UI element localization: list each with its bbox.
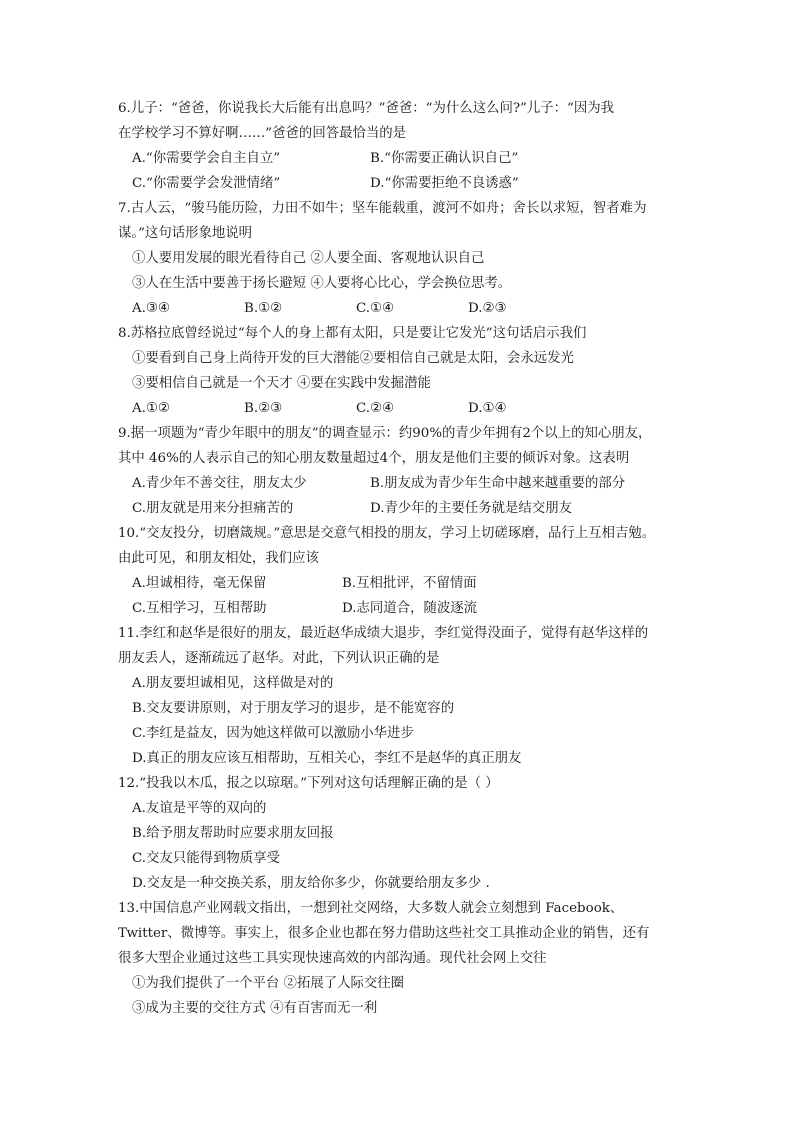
option-c: C.李红是益友，因为她这样做可以激励小华进步: [132, 726, 414, 741]
question-stem: 很多大型企业通过这些工具实现快速高效的内部沟通。现代社会网上交往: [118, 951, 547, 966]
question-10: [118, 521, 678, 621]
option-d: D.真正的朋友应该互相帮助，互相关心，李红不是赵华的真正朋友: [132, 751, 522, 766]
statement-line: ③成为主要的交往方式 ④有百害而无一利: [132, 1001, 378, 1016]
option-a: A.青少年不善交往，朋友太少: [132, 476, 307, 491]
question-11: [118, 621, 678, 771]
question-stem: 由此可见，和朋友相处，我们应该: [118, 551, 319, 566]
option-a: A.朋友要坦诚相见，这样做是对的: [132, 676, 334, 691]
question-stem: 8.苏格拉底曾经说过“每个人的身上都有太阳，只是要让它发光”这句话启示我们: [118, 326, 587, 341]
question-13: [118, 896, 678, 1021]
question-6: [118, 96, 678, 196]
option-row: [118, 471, 678, 496]
question-stem: 11.李红和赵华是很好的朋友，最近赵华成绩大退步，李红觉得没面子，觉得有赵华这样的: [118, 626, 649, 641]
option-d: D.交友是一种交换关系，朋友给你多少，你就要给朋友多少 .: [132, 876, 490, 891]
option-row: [118, 596, 678, 621]
option-a: A.友谊是平等的双向的: [132, 801, 267, 816]
question-7: [118, 196, 678, 321]
question-12: [118, 771, 678, 896]
option-row: [118, 496, 678, 521]
option-row: [118, 146, 678, 171]
option-d: D.志同道合，随波逐流: [342, 601, 478, 616]
option-c: C.互相学习，互相帮助: [132, 601, 267, 616]
option-d: D.②③: [468, 301, 507, 316]
option-row: [118, 296, 678, 321]
option-b: B.②③: [244, 401, 283, 416]
option-b: B.“你需要正确认识自己”: [370, 151, 519, 166]
statement-line: ③要相信自己就是一个天才 ④要在实践中发掘潜能: [132, 376, 431, 391]
question-stem: Twitter、微博等。事实上，很多企业也都在努力借助这些社交工具推动企业的销售，还有: [118, 926, 650, 941]
question-stem: 朋友丢人，逐渐疏远了赵华。对此，下列认识正确的是: [118, 651, 440, 666]
option-c: C.“你需要学会发泄情绪”: [132, 176, 281, 191]
question-stem: 谋。”这句话形象地说明: [118, 226, 253, 241]
option-d: D.“你需要拒绝不良诱惑”: [370, 176, 519, 191]
option-row: [118, 571, 678, 596]
option-b: B.①②: [244, 301, 283, 316]
option-a: A.①②: [132, 401, 170, 416]
option-a: A.③④: [132, 301, 170, 316]
question-stem: 6.儿子：“爸爸，你说我长大后能有出息吗？”爸爸：“为什么这么问?”儿子：“因为我: [118, 101, 615, 116]
statement-line: ③人在生活中要善于扬长避短 ④人要将心比心，学会换位思考。: [132, 276, 512, 291]
question-8: [118, 321, 678, 421]
statement-line: ①要看到自己身上尚待开发的巨大潜能②要相信自己就是太阳，会永远发光: [132, 351, 574, 366]
question-list: [118, 96, 678, 1021]
statement-line: ①人要用发展的眼光看待自己 ②人要全面、客观地认识自己: [132, 251, 485, 266]
option-row: [118, 396, 678, 421]
question-stem: 13.中国信息产业网载文指出，一想到社交网络，大多数人就会立刻想到 Facebook、: [118, 901, 624, 916]
question-stem: 其中 46%的人表示自己的知心朋友数量超过4个，朋友是他们主要的倾诉对象。这表明: [118, 451, 630, 466]
option-d: D.①④: [468, 401, 507, 416]
option-a: A.坦诚相待，毫无保留: [132, 576, 267, 591]
option-row: [118, 171, 678, 196]
question-stem: 9.据一项题为“青少年眼中的朋友”的调查显示：约90%的青少年拥有2个以上的知心朋友，: [118, 426, 652, 441]
option-c: C.①④: [356, 301, 395, 316]
option-b: B.交友要讲原则，对于朋友学习的退步，是不能宽容的: [132, 701, 455, 716]
option-b: B.互相批评，不留情面: [342, 576, 477, 591]
statement-line: ①为我们提供了一个平台 ②拓展了人际交往圈: [132, 976, 405, 991]
option-d: D.青少年的主要任务就是结交朋友: [370, 501, 572, 516]
option-c: C.交友只能得到物质享受: [132, 851, 280, 866]
option-b: B.给予朋友帮助时应要求朋友回报: [132, 826, 334, 841]
question-stem: 在学校学习不算好啊……”爸爸的回答最恰当的是: [118, 126, 407, 141]
option-c: C.②④: [356, 401, 395, 416]
question-9: [118, 421, 678, 521]
question-stem: 10.“交友投分，切磨箴规。”意思是交意气相投的朋友，学习上切磋琢磨，品行上互相吉勉。: [118, 526, 656, 541]
option-a: A.“你需要学会自主自立”: [132, 151, 281, 166]
question-stem: 12.“投我以木瓜，报之以琼琚。”下列对这句话理解正确的是（ ）: [118, 776, 499, 791]
option-c: C.朋友就是用来分担痛苦的: [132, 501, 294, 516]
question-stem: 7.古人云，“骏马能历险，力田不如牛；坚车能载重，渡河不如舟；舍长以求短，智者难为: [118, 201, 647, 216]
option-b: B.朋友成为青少年生命中越来越重要的部分: [370, 476, 626, 491]
